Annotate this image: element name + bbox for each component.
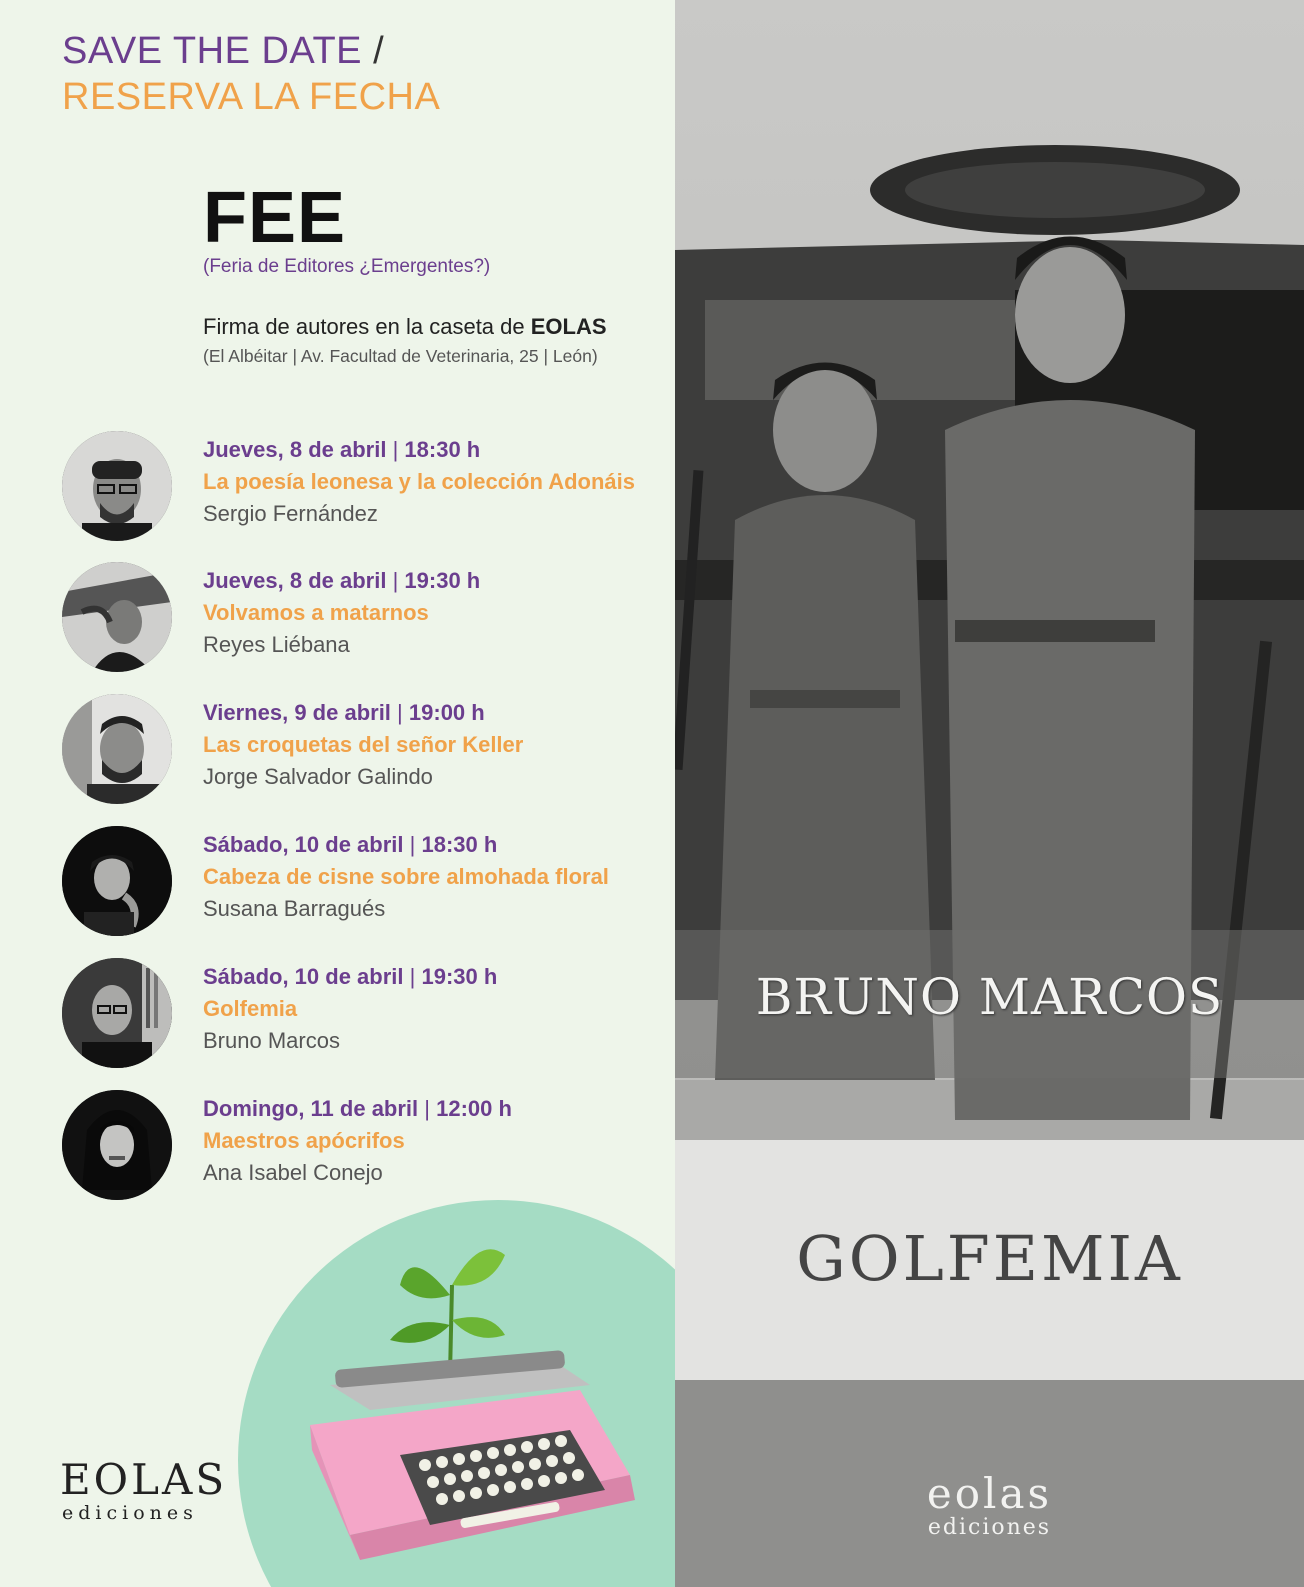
event-title: La poesía leonesa y la colección Adonáis	[203, 469, 636, 494]
author-photo	[62, 431, 172, 541]
cover-author-name: BRUNO MARCOS	[755, 968, 1224, 1026]
event-title: Volvamos a matarnos	[203, 600, 429, 625]
publisher-logo-name: EOLAS	[60, 1455, 228, 1504]
event-date: Jueves, 8 de abril | 19:30 h	[203, 568, 481, 593]
event-author: Jorge Salvador Galindo	[203, 764, 433, 789]
event-item	[62, 1090, 652, 1202]
heading-slash: /	[373, 30, 385, 72]
event-title: Maestros apócrifos	[203, 1128, 405, 1153]
event-item	[62, 694, 652, 806]
author-photo	[62, 958, 172, 1068]
signing-info	[203, 314, 607, 340]
typewriter-plant-illustration	[290, 1225, 650, 1575]
author-photo	[62, 826, 172, 936]
publisher-logo-sub: ediciones	[62, 1502, 198, 1524]
publisher-logo	[60, 1455, 228, 1524]
fair-name: FEE	[203, 178, 347, 258]
save-the-date-heading	[62, 28, 440, 120]
author-photo	[62, 562, 172, 672]
signing-prefix: Firma de autores en la caseta de	[203, 314, 525, 339]
event-title: Las croquetas del señor Keller	[203, 732, 524, 757]
author-photo	[62, 694, 172, 804]
event-title: Cabeza de cisne sobre almohada floral	[203, 864, 609, 889]
reserva-la-fecha-text: RESERVA LA FECHA	[62, 76, 441, 118]
event-date: Jueves, 8 de abril | 18:30 h	[203, 437, 481, 462]
event-author: Bruno Marcos	[203, 1028, 340, 1053]
signing-publisher: EOLAS	[530, 314, 607, 339]
event-date: Sábado, 10 de abril | 18:30 h	[203, 832, 498, 857]
event-author: Ana Isabel Conejo	[203, 1160, 383, 1185]
cover-logo-name: eolas	[926, 1469, 1053, 1518]
cover-logo-sub: ediciones	[927, 1515, 1052, 1540]
fair-subtitle: (Feria de Editores ¿Emergentes?)	[203, 256, 491, 277]
event-author: Sergio Fernández	[203, 501, 378, 526]
event-author: Susana Barragués	[203, 896, 386, 921]
event-date: Domingo, 11 de abril | 12:00 h	[203, 1096, 512, 1121]
cover-publisher-logo	[675, 1469, 1304, 1540]
venue-address: (El Albéitar | Av. Facultad de Veterinaria, 25 | León)	[203, 346, 598, 366]
cover-book-title: GOLFEMIA	[796, 1222, 1183, 1295]
event-title: Golfemia	[203, 996, 298, 1021]
book-cover	[675, 0, 1304, 1587]
event-date: Sábado, 10 de abril | 19:30 h	[203, 964, 498, 989]
event-date: Viernes, 9 de abril | 19:00 h	[203, 700, 485, 725]
event-author: Reyes Liébana	[203, 632, 350, 657]
event-item	[62, 826, 652, 938]
event-item	[62, 431, 652, 543]
event-item	[62, 958, 652, 1070]
author-photo	[62, 1090, 172, 1200]
event-item	[62, 562, 652, 674]
save-the-date-text: SAVE THE DATE	[62, 30, 363, 72]
